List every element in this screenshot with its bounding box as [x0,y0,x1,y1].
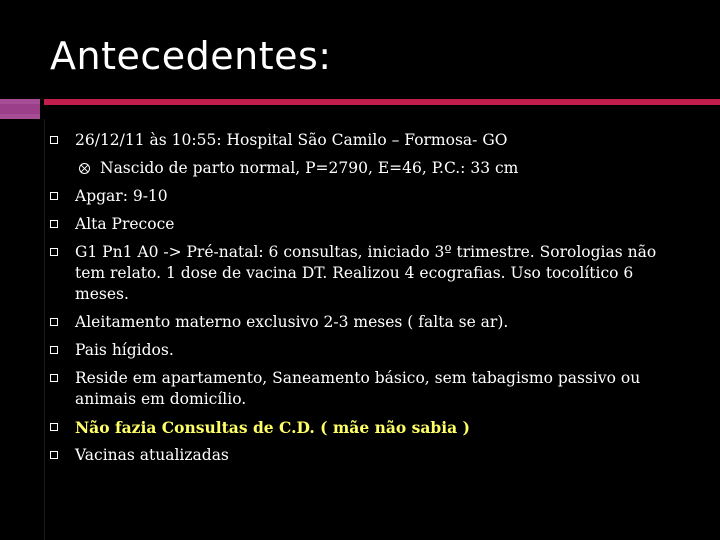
accent-block-inner [0,104,40,114]
square-bullet-icon [50,136,58,144]
list-item [50,417,690,438]
list-item-text: 26/12/11 às 10:55: Hospital São Camilo – Formosa- GO [75,131,508,149]
square-bullet-icon [50,346,58,354]
square-bullet-icon [50,192,58,200]
list-item [50,130,690,151]
list-item-text: Aleitamento materno exclusivo 2-3 meses ( falta se ar). [75,313,509,331]
list-item [50,242,690,305]
slide-title: Antecedentes: [50,34,332,78]
list-item-text: G1 Pn1 A0 -> Pré-natal: 6 consultas, iniciado 3º trimestre. Sorologias não tem relato. 1 dose de vacina DT. Realizou 4 ecografias. Uso tocolítico 6 meses. [75,243,657,303]
list-item [50,214,690,235]
accent-bar-shadow [44,105,720,119]
sub-list-item [50,158,690,179]
list-item-text: Vacinas atualizadas [75,446,229,464]
list-item-text: Alta Precoce [75,215,175,233]
sub-list-item-text: Nascido de parto normal, P=2790, E=46, P.C.: 33 cm [100,159,519,177]
list-item [50,312,690,333]
bullet-list [50,130,690,466]
accent-block [0,99,40,119]
square-bullet-icon [50,318,58,326]
square-bullet-icon [50,220,58,228]
list-item-text-highlighted: Não fazia Consultas de C.D. ( mãe não sabia ) [75,418,470,437]
square-bullet-icon [50,248,58,256]
list-item-text: Apgar: 9-10 [75,187,168,205]
list-item [50,445,690,466]
square-bullet-icon [50,451,58,459]
list-item [50,186,690,207]
list-item-text: Reside em apartamento, Saneamento básico, sem tabagismo passivo ou animais em domicílio. [75,369,641,408]
square-bullet-icon [50,374,58,382]
list-item-text: Pais hígidos. [75,341,174,359]
list-item [50,340,690,361]
left-rule [44,119,45,540]
list-item [50,368,690,410]
square-bullet-icon [50,423,58,431]
crossed-circle-bullet-icon [79,163,90,174]
